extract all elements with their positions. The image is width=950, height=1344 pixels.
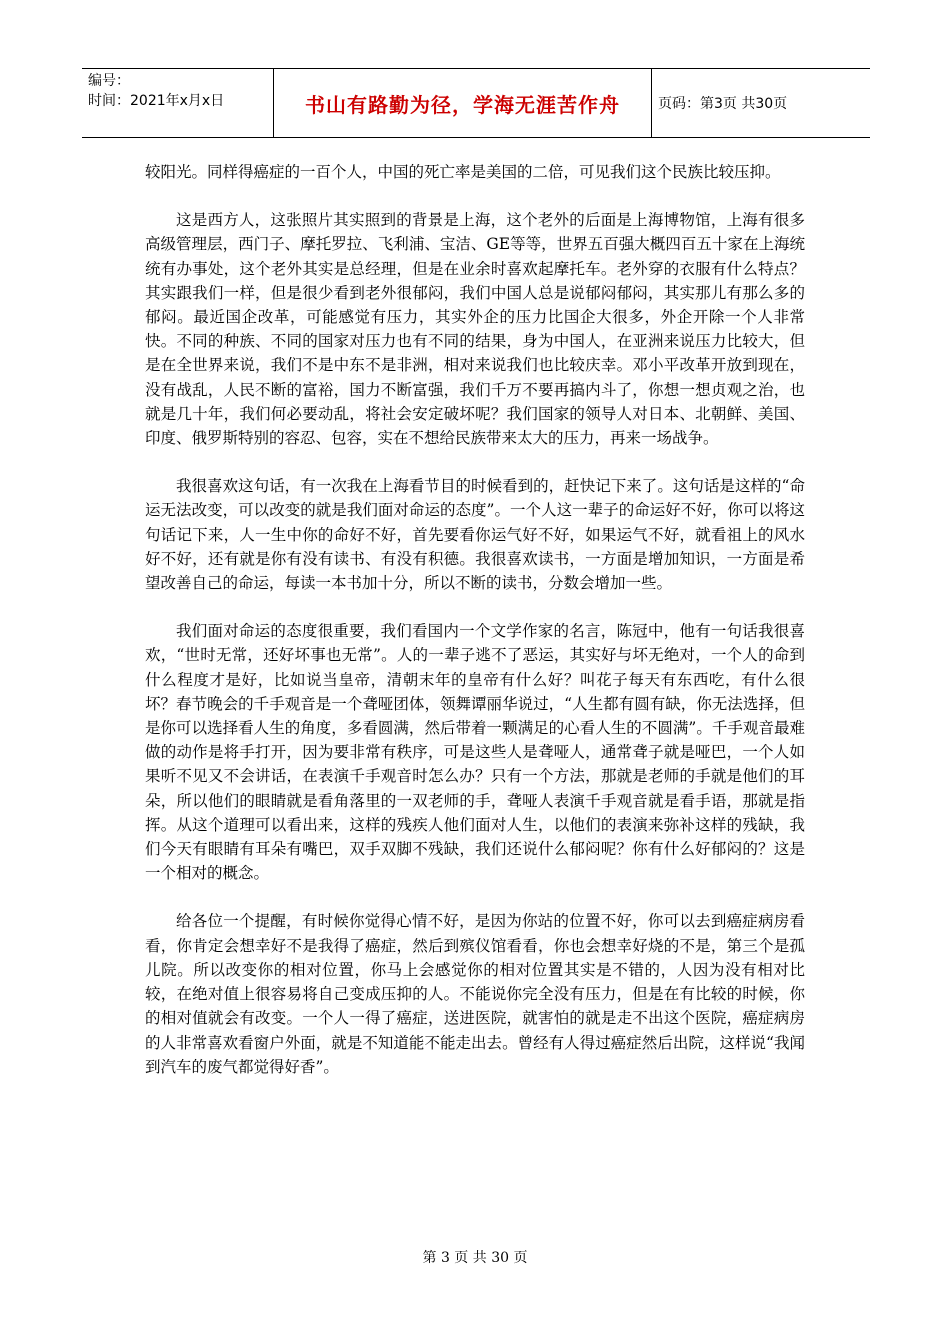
number-label: 编号： xyxy=(88,73,130,89)
date-label: 时间：2021年x月x日 xyxy=(88,93,225,109)
paragraph: 我们面对命运的态度很重要，我们看国内一个文学作家的名言，陈冠中，他有一句话我很喜欢，“世时无常，还好坏事也无常”。人的一辈子逃不了恶运，其实好与坏无绝对，一个人的命到什么程度才是好，比如说当皇帝，清朝末年的皇帝有什么好？叫花子每天有东西吃，有什么很坏？春节晚会的千手观音是一个聋哑团体，领舞谭丽华说过，“人生都有圆有缺，你无法选择，但是你可以选择看人生的角度，多看圆满，然后带着一颗满足的心看人生的不圆满”。千手观音最难做的动作是将手打开，因为要非常有秩序，可是这些人是聋哑人，通常聋子就是哑巴，一个人如果听不见又不会讲话，在表演千手观音时怎么办？只有一个方法，那就是老师的手就是他们的耳朵，所以他们的眼睛就是看角落里的一双老师的手，聋哑人表演千手观音就是看手语，那就是指挥。从这个道理可以看出来，这样的残疾人他们面对人生，以他们的表演来弥补这样的残缺，我们今天有眼睛有耳朵有嘴巴，双手双脚不残缺，我们还说什么郁闷呢？你有什么好郁闷的？这是一个相对的概念。 xyxy=(145,622,805,883)
body-text xyxy=(145,160,805,1103)
page-header xyxy=(82,68,870,138)
page-footer: 第 3 页 共 30 页 xyxy=(422,1250,528,1266)
paragraph: 给各位一个提醒，有时候你觉得心情不好，是因为你站的位置不好，你可以去到癌症病房看看，你肯定会想幸好不是我得了癌症，然后到殡仪馆看看，你也会想幸好烧的不是，第三个是孤儿院。所以改变你的相对位置，你马上会感觉你的相对位置其实是不错的，人因为没有相对比较，在绝对值上很容易将自己变成压抑的人。不能说你完全没有压力，但是在有比较的时候，你的相对值就会有改变。一个人一得了癌症，送进医院，就害怕的就是走不出这个医院，癌症病房的人非常喜欢看窗户外面，就是不知道能不能走出去。曾经有人得过癌症然后出院，这样说“我闻到汽车的废气都觉得好香”。 xyxy=(145,912,805,1076)
header-meta xyxy=(82,69,274,137)
header-page-info: 页码：第3页 共30页 xyxy=(658,96,788,112)
paragraph: 较阳光。同样得癌症的一百个人，中国的死亡率是美国的二倍，可见我们这个民族比较压抑。 xyxy=(145,163,781,181)
paragraph: 我很喜欢这句话，有一次我在上海看节目的时候看到的，赶快记下来了。这句话是这样的“命运无法改变，可以改变的就是我们面对命运的态度”。一个人这一辈子的命运好不好，你可以将这句话记下来，人一生中你的命好不好，首先要看你运气好不好，如果运气不好，就看祖上的风水好不好，还有就是你有没有读书、有没有积德。我很喜欢读书，一方面是增加知识，一方面是希望改善自己的命运，每读一本书加十分，所以不断的读书，分数会增加一些。 xyxy=(145,477,805,593)
header-motto: 书山有路勤为径，学海无涯苦作舟 xyxy=(274,69,652,137)
paragraph: 这是西方人，这张照片其实照到的背景是上海，这个老外的后面是上海博物馆，上海有很多高级管理层，西门子、摩托罗拉、飞利浦、宝洁、GE等等，世界五百强大概四百五十家在上海统统有办事处，这个老外其实是总经理，但是在业余时喜欢起摩托车。老外穿的衣服有什么特点？其实跟我们一样，但是很少看到老外很郁闷，我们中国人总是说郁闷郁闷，其实那儿有那么多的郁闷。最近国企改革，可能感觉有压力，其实外企的压力比国企大很多，外企开除一个人非常快。不同的种族、不同的国家对压力也有不同的结果，身为中国人，在亚洲来说压力比较大，但是在全世界来说，我们不是中东不是非洲，相对来说我们也比较庆幸。邓小平改革开放到现在，没有战乱，人民不断的富裕，国力不断富强，我们千万不要再搞内斗了，你想一想贞观之治，也就是几十年，我们何必要动乱，将社会安定破坏呢？我们国家的领导人对日本、北朝鲜、美国、印度、俄罗斯特别的容忍、包容，实在不想给民族带来太大的压力，再来一场战争。 xyxy=(145,211,805,448)
